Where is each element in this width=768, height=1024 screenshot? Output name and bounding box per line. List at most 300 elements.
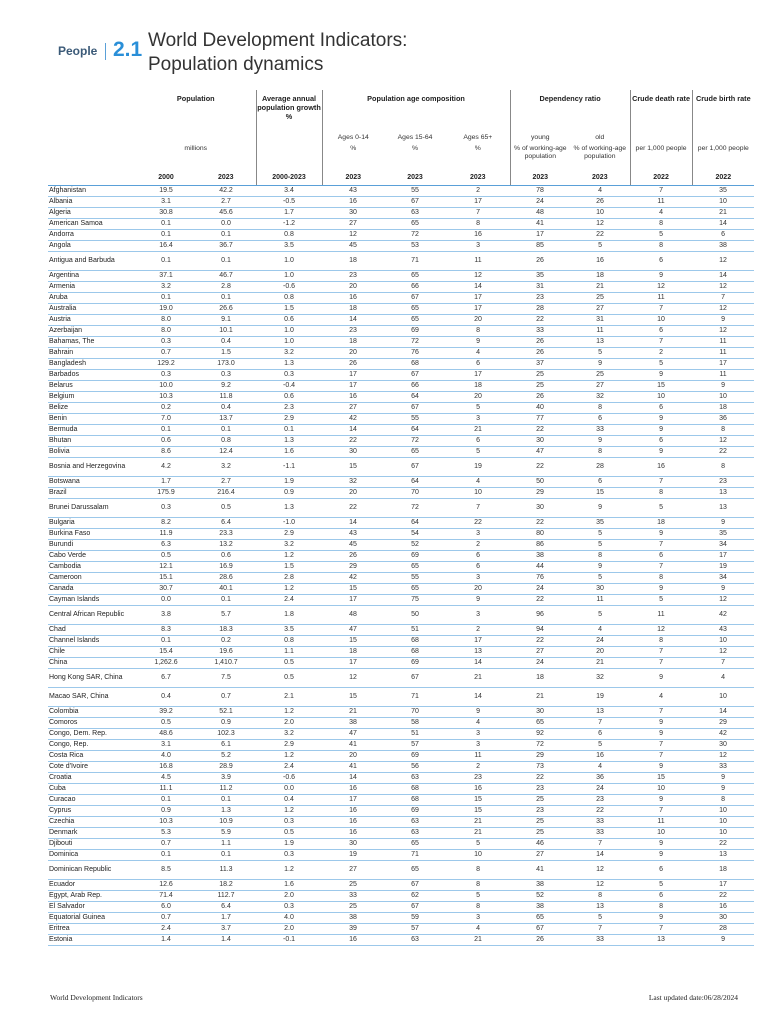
growth-2000-2023: 0.0 <box>256 784 322 795</box>
country-name: Cameroon <box>48 573 136 584</box>
pop-2000: 0.2 <box>136 403 196 414</box>
age-0-14: 12 <box>322 230 384 241</box>
pop-2023: 1.5 <box>196 348 256 359</box>
age-0-14: 47 <box>322 729 384 740</box>
young-dependency: 47 <box>510 447 570 458</box>
growth-2000-2023: 1.3 <box>256 359 322 370</box>
death-rate: 12 <box>630 282 692 293</box>
death-rate: 11 <box>630 817 692 828</box>
age-65-plus: 20 <box>446 392 510 403</box>
young-dependency: 22 <box>510 518 570 529</box>
age-15-64: 58 <box>384 718 446 729</box>
old-dependency: 5 <box>570 241 630 252</box>
age-composition-header: Population age composition <box>322 90 510 132</box>
death-rate: 7 <box>630 562 692 573</box>
growth-2000-2023: -0.5 <box>256 197 322 208</box>
young-dependency: 22 <box>510 425 570 436</box>
age-65-plus: 3 <box>446 606 510 625</box>
age-65-plus: 17 <box>446 197 510 208</box>
country-name: Congo, Dem. Rep. <box>48 729 136 740</box>
age-15-64: 69 <box>384 551 446 562</box>
old-dependency: 33 <box>570 425 630 436</box>
country-name: Belgium <box>48 392 136 403</box>
old-dependency: 24 <box>570 636 630 647</box>
young-dependency: 85 <box>510 241 570 252</box>
old-dependency: 32 <box>570 669 630 688</box>
age-15-64: 56 <box>384 762 446 773</box>
pop-2000: 0.0 <box>136 595 196 606</box>
pop-2023: 0.1 <box>196 252 256 271</box>
old-dependency: 24 <box>570 784 630 795</box>
table-body <box>48 186 754 946</box>
age-0-14: 15 <box>322 688 384 707</box>
pop-2000: 0.3 <box>136 370 196 381</box>
young-dependency: 96 <box>510 606 570 625</box>
pop-2000: 0.1 <box>136 636 196 647</box>
table-row <box>48 252 754 271</box>
age-15-64: 69 <box>384 658 446 669</box>
growth-2000-2023: 0.3 <box>256 817 322 828</box>
old-dependency: 6 <box>570 414 630 425</box>
country-name: Dominican Republic <box>48 861 136 880</box>
growth-2000-2023: 1.7 <box>256 208 322 219</box>
pop-2000: 15.4 <box>136 647 196 658</box>
country-name: Botswana <box>48 477 136 488</box>
pop-2000: 10.3 <box>136 392 196 403</box>
age-0-14: 26 <box>322 551 384 562</box>
age-65-plus: 16 <box>446 784 510 795</box>
table-row <box>48 458 754 477</box>
age-0-14: 19 <box>322 850 384 861</box>
age-15-64: 55 <box>384 186 446 197</box>
country-name: Antigua and Barbuda <box>48 252 136 271</box>
table-row <box>48 381 754 392</box>
age-0-14: 30 <box>322 447 384 458</box>
page-title <box>148 29 407 77</box>
country-name: Colombia <box>48 707 136 718</box>
age-65-plus: 21 <box>446 425 510 436</box>
age-0-14: 14 <box>322 425 384 436</box>
table-row <box>48 850 754 861</box>
death-rate: 9 <box>630 669 692 688</box>
pop-2023: 42.2 <box>196 186 256 197</box>
age-65-plus: 3 <box>446 573 510 584</box>
table-row <box>48 707 754 718</box>
pop-2023: 2.8 <box>196 282 256 293</box>
table-row <box>48 784 754 795</box>
age-0-14: 42 <box>322 414 384 425</box>
country-name: Cyprus <box>48 806 136 817</box>
old-dependency: 25 <box>570 370 630 381</box>
death-rate: 9 <box>630 414 692 425</box>
age-15-64: 65 <box>384 839 446 850</box>
pop-2000: 8.5 <box>136 861 196 880</box>
age-15-64: 71 <box>384 850 446 861</box>
birth-rate: 22 <box>692 839 754 850</box>
pop-2023: 173.0 <box>196 359 256 370</box>
old-dependency: 6 <box>570 477 630 488</box>
age-15-64: 63 <box>384 208 446 219</box>
age-15-64: 72 <box>384 436 446 447</box>
age-65-plus: 3 <box>446 729 510 740</box>
growth-2000-2023: 1.0 <box>256 326 322 337</box>
growth-2000-2023: 3.5 <box>256 241 322 252</box>
pop-2000: 19.5 <box>136 186 196 197</box>
death-rate: 7 <box>630 477 692 488</box>
growth-2000-2023: 2.0 <box>256 718 322 729</box>
age-0-14: 41 <box>322 740 384 751</box>
age-0-14: 20 <box>322 488 384 499</box>
pop-2023: 0.1 <box>196 595 256 606</box>
age-65-plus: 21 <box>446 817 510 828</box>
age-15-64: 68 <box>384 795 446 806</box>
pop-2000: 16.4 <box>136 241 196 252</box>
age-15-64: 75 <box>384 595 446 606</box>
age-65-plus: 7 <box>446 499 510 518</box>
table-row <box>48 337 754 348</box>
country-name: Burkina Faso <box>48 529 136 540</box>
birth-rate: 9 <box>692 584 754 595</box>
country-name: Chad <box>48 625 136 636</box>
age-65-plus: 6 <box>446 562 510 573</box>
table-row <box>48 935 754 946</box>
death-rate: 9 <box>630 529 692 540</box>
age-15-64: 68 <box>384 636 446 647</box>
pop-2000: 3.2 <box>136 282 196 293</box>
country-name: Cuba <box>48 784 136 795</box>
age-0-14: 12 <box>322 669 384 688</box>
young-dependency: 46 <box>510 839 570 850</box>
table-row <box>48 839 754 850</box>
table-row <box>48 315 754 326</box>
age-65-plus: 3 <box>446 241 510 252</box>
birth-rate: 12 <box>692 252 754 271</box>
age-65-plus: 14 <box>446 658 510 669</box>
table-row <box>48 751 754 762</box>
old-dependency: 16 <box>570 252 630 271</box>
young-dependency: 35 <box>510 271 570 282</box>
death-rate: 9 <box>630 271 692 282</box>
old-dependency: 16 <box>570 751 630 762</box>
age-15-64: 67 <box>384 197 446 208</box>
pop-2000: 7.0 <box>136 414 196 425</box>
young-dependency: 25 <box>510 370 570 381</box>
table-row <box>48 924 754 935</box>
birth-rate: 13 <box>692 488 754 499</box>
birth-rate: 7 <box>692 658 754 669</box>
young-dependency: 26 <box>510 392 570 403</box>
unit-millions: millions <box>136 143 256 169</box>
young-dependency: 41 <box>510 861 570 880</box>
age-65-plus: 9 <box>446 595 510 606</box>
birth-rate: 12 <box>692 751 754 762</box>
age-15-64: 68 <box>384 784 446 795</box>
birth-rate: 9 <box>692 381 754 392</box>
birth-rate: 10 <box>692 828 754 839</box>
table-row <box>48 688 754 707</box>
young-dependency: 31 <box>510 282 570 293</box>
age-15-64: 65 <box>384 219 446 230</box>
country-name: Ecuador <box>48 880 136 891</box>
young-dependency: 86 <box>510 540 570 551</box>
age-0-14: 14 <box>322 773 384 784</box>
young-dependency: 80 <box>510 529 570 540</box>
pop-2000: 30.8 <box>136 208 196 219</box>
pop-2000: 0.1 <box>136 293 196 304</box>
old-dependency: 22 <box>570 230 630 241</box>
growth-2000-2023: 0.6 <box>256 315 322 326</box>
young-dependency: 25 <box>510 795 570 806</box>
young-dependency: 38 <box>510 902 570 913</box>
pop-2023: 5.7 <box>196 606 256 625</box>
country-name: Algeria <box>48 208 136 219</box>
old-dependency: 25 <box>570 293 630 304</box>
age-15-64: 55 <box>384 414 446 425</box>
birth-rate-header: Crude birth rate <box>695 94 751 103</box>
young-dependency: 52 <box>510 891 570 902</box>
growth-2000-2023: 1.6 <box>256 447 322 458</box>
pop-2000: 12.1 <box>136 562 196 573</box>
growth-2000-2023: 2.9 <box>256 529 322 540</box>
birth-rate: 14 <box>692 271 754 282</box>
age-0-14: 45 <box>322 241 384 252</box>
age-15-64: 59 <box>384 913 446 924</box>
death-rate: 5 <box>630 499 692 518</box>
growth-2000-2023: 1.0 <box>256 337 322 348</box>
table-row <box>48 740 754 751</box>
pop-2023: 52.1 <box>196 707 256 718</box>
pop-2000: 8.3 <box>136 625 196 636</box>
birth-rate: 10 <box>692 392 754 403</box>
country-name: Austria <box>48 315 136 326</box>
age-0-14: 18 <box>322 252 384 271</box>
pop-2023: 0.3 <box>196 370 256 381</box>
table-row <box>48 488 754 499</box>
table-row <box>48 891 754 902</box>
age-15-64-header: Ages 15-64 <box>397 133 433 141</box>
pop-2000: 11.1 <box>136 784 196 795</box>
age-15-64: 57 <box>384 924 446 935</box>
pop-2000: 175.9 <box>136 488 196 499</box>
young-dependency: 40 <box>510 403 570 414</box>
pop-2000: 16.8 <box>136 762 196 773</box>
birth-rate: 35 <box>692 529 754 540</box>
age-65-plus: 17 <box>446 304 510 315</box>
death-rate: 5 <box>630 595 692 606</box>
death-rate: 16 <box>630 458 692 477</box>
age-65-plus: 5 <box>446 839 510 850</box>
pop-2023: 0.2 <box>196 636 256 647</box>
birth-rate: 9 <box>692 518 754 529</box>
age-0-14: 17 <box>322 381 384 392</box>
growth-2000-2023: 1.1 <box>256 647 322 658</box>
death-rate: 9 <box>630 584 692 595</box>
pop-2023: 18.2 <box>196 880 256 891</box>
pop-2023: 18.3 <box>196 625 256 636</box>
age-65-plus: 3 <box>446 529 510 540</box>
birth-rate: 8 <box>692 795 754 806</box>
birth-rate: 30 <box>692 740 754 751</box>
age-65-plus: 4 <box>446 718 510 729</box>
year-young: 2023 <box>510 169 570 186</box>
population-header: Population <box>136 90 256 132</box>
age-15-64: 70 <box>384 488 446 499</box>
country-header <box>48 90 136 132</box>
growth-2000-2023: 1.9 <box>256 477 322 488</box>
growth-2000-2023: 1.2 <box>256 751 322 762</box>
age-0-14: 32 <box>322 477 384 488</box>
age-65-plus: 9 <box>446 337 510 348</box>
age-15-64: 65 <box>384 271 446 282</box>
growth-2000-2023: 1.2 <box>256 584 322 595</box>
table-row <box>48 293 754 304</box>
death-rate: 7 <box>630 540 692 551</box>
pop-2023: 3.9 <box>196 773 256 784</box>
unit-pct-15-64: % <box>411 145 419 152</box>
birth-rate: 4 <box>692 669 754 688</box>
table-row <box>48 359 754 370</box>
pop-2000: 19.0 <box>136 304 196 315</box>
age-15-64: 63 <box>384 817 446 828</box>
table-row <box>48 326 754 337</box>
pop-2023: 0.0 <box>196 219 256 230</box>
death-rate: 6 <box>630 326 692 337</box>
table-row <box>48 647 754 658</box>
young-dependency: 41 <box>510 219 570 230</box>
dependency-ratio-header: Dependency ratio <box>510 90 630 132</box>
pop-2000: 8.2 <box>136 518 196 529</box>
birth-rate: 6 <box>692 230 754 241</box>
pop-2023: 1.4 <box>196 935 256 946</box>
age-65-plus: 10 <box>446 488 510 499</box>
age-65-plus: 8 <box>446 219 510 230</box>
table-row <box>48 447 754 458</box>
young-dependency: 23 <box>510 806 570 817</box>
pop-2023: 6.4 <box>196 902 256 913</box>
pop-2023: 216.4 <box>196 488 256 499</box>
death-rate: 15 <box>630 773 692 784</box>
age-65-plus: 6 <box>446 359 510 370</box>
table-row <box>48 208 754 219</box>
growth-2000-2023: 0.3 <box>256 902 322 913</box>
age-65-plus: 11 <box>446 751 510 762</box>
old-dependency: 10 <box>570 208 630 219</box>
old-dependency: 32 <box>570 392 630 403</box>
pop-2000: 8.0 <box>136 326 196 337</box>
age-65-plus: 18 <box>446 381 510 392</box>
death-rate: 9 <box>630 729 692 740</box>
young-dependency: 24 <box>510 197 570 208</box>
old-dependency: 5 <box>570 913 630 924</box>
pop-2000: 3.1 <box>136 197 196 208</box>
pop-2000: 0.1 <box>136 425 196 436</box>
pop-2023: 1,410.7 <box>196 658 256 669</box>
growth-2000-2023: 3.2 <box>256 540 322 551</box>
old-dependency: 9 <box>570 562 630 573</box>
year-age-15-64: 2023 <box>384 169 446 186</box>
young-dependency: 22 <box>510 458 570 477</box>
age-0-14-header: Ages 0-14 <box>337 133 369 141</box>
growth-2000-2023: -1.0 <box>256 518 322 529</box>
age-65-plus: 13 <box>446 647 510 658</box>
pop-2023: 0.6 <box>196 551 256 562</box>
age-65-plus: 8 <box>446 326 510 337</box>
age-0-14: 15 <box>322 636 384 647</box>
country-name: Cayman Islands <box>48 595 136 606</box>
old-dependency: 23 <box>570 795 630 806</box>
birth-rate: 34 <box>692 573 754 584</box>
pop-2023: 112.7 <box>196 891 256 902</box>
pop-2023: 40.1 <box>196 584 256 595</box>
growth-2000-2023: -0.6 <box>256 773 322 784</box>
page-title-line1: World Development Indicators: <box>148 30 408 51</box>
country-name: China <box>48 658 136 669</box>
death-rate: 9 <box>630 718 692 729</box>
country-name: Benin <box>48 414 136 425</box>
pop-2023: 0.9 <box>196 718 256 729</box>
old-dependency: 6 <box>570 729 630 740</box>
old-dependency: 7 <box>570 924 630 935</box>
young-dependency: 30 <box>510 707 570 718</box>
pop-2000: 39.2 <box>136 707 196 718</box>
country-name: Cote d'Ivoire <box>48 762 136 773</box>
pop-2000: 4.0 <box>136 751 196 762</box>
country-name: El Salvador <box>48 902 136 913</box>
young-dependency: 27 <box>510 647 570 658</box>
old-dependency: 7 <box>570 839 630 850</box>
young-dependency: 22 <box>510 636 570 647</box>
death-rate: 5 <box>630 359 692 370</box>
birth-rate: 17 <box>692 359 754 370</box>
birth-rate: 12 <box>692 595 754 606</box>
birth-rate: 12 <box>692 647 754 658</box>
pop-2023: 5.2 <box>196 751 256 762</box>
pop-2000: 5.3 <box>136 828 196 839</box>
old-dependency: 18 <box>570 271 630 282</box>
pop-2000: 6.3 <box>136 540 196 551</box>
country-name: Czechia <box>48 817 136 828</box>
age-65-plus: 8 <box>446 902 510 913</box>
age-15-64: 64 <box>384 518 446 529</box>
pop-2023: 0.5 <box>196 499 256 518</box>
birth-rate: 12 <box>692 436 754 447</box>
age-65-plus: 9 <box>446 707 510 718</box>
growth-2000-2023: 2.0 <box>256 891 322 902</box>
young-dependency: 26 <box>510 348 570 359</box>
old-dependency: 5 <box>570 529 630 540</box>
growth-2000-2023: 1.2 <box>256 861 322 880</box>
old-dependency: 5 <box>570 540 630 551</box>
young-dependency: 27 <box>510 850 570 861</box>
young-dependency: 65 <box>510 913 570 924</box>
year-age-0-14: 2023 <box>322 169 384 186</box>
age-15-64: 66 <box>384 381 446 392</box>
old-dependency: 4 <box>570 762 630 773</box>
death-rate: 18 <box>630 518 692 529</box>
age-65-plus: 4 <box>446 477 510 488</box>
age-15-64: 70 <box>384 707 446 718</box>
age-65-plus: 6 <box>446 436 510 447</box>
pop-2000: 8.6 <box>136 447 196 458</box>
pop-2000: 0.3 <box>136 337 196 348</box>
age-15-64: 55 <box>384 573 446 584</box>
country-name: Belarus <box>48 381 136 392</box>
old-dependency: 28 <box>570 458 630 477</box>
old-dependency: 35 <box>570 518 630 529</box>
growth-2000-2023: 1.3 <box>256 436 322 447</box>
country-name: Costa Rica <box>48 751 136 762</box>
age-0-14: 16 <box>322 828 384 839</box>
